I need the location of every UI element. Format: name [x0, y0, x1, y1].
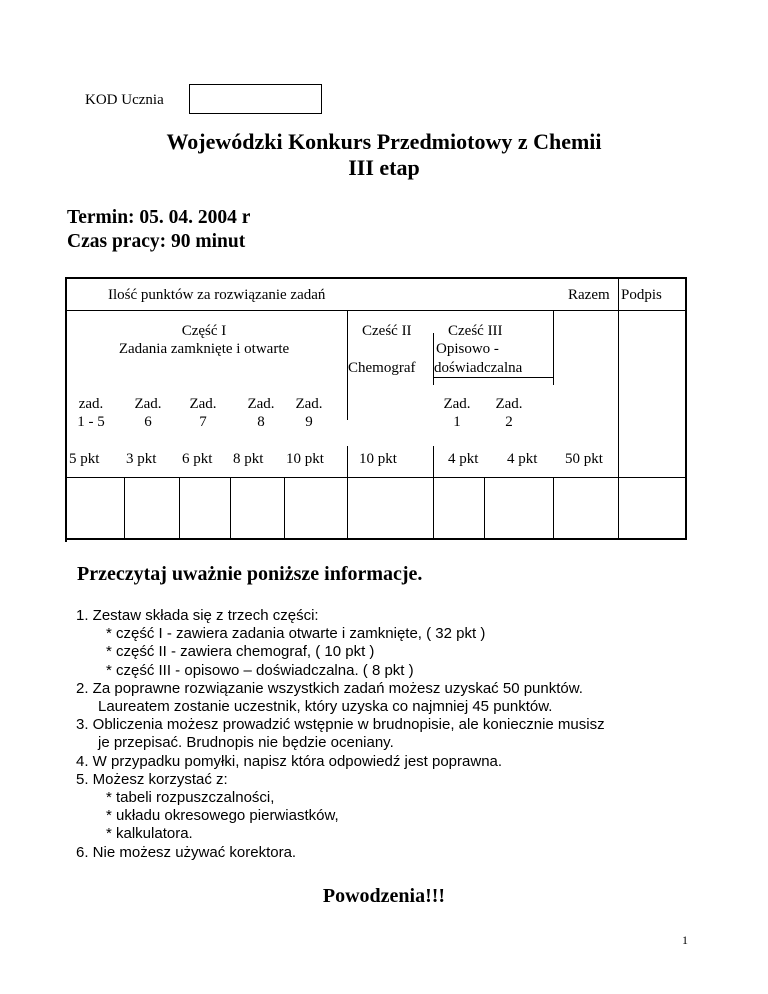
points-value: 10 pkt: [286, 451, 324, 467]
list-item: 5. Możesz korzystać z:: [76, 770, 228, 788]
list-item: 2. Za poprawne rozwiązanie wszystkich zadań możesz uzyskać 50 punktów.: [76, 679, 583, 697]
list-item: * część III - opisowo – doświadczalna. ( 8 pkt ): [106, 661, 414, 679]
table-rule: [484, 478, 485, 540]
list-item: 6. Nie możesz używać korektora.: [76, 843, 297, 861]
list-item: 4. W przypadku pomyłki, napisz która odpowiedź jest poprawna.: [76, 752, 503, 770]
task-number: 6: [144, 414, 152, 430]
total-header: Razem: [568, 287, 610, 303]
task-number: 7: [199, 414, 207, 430]
total-points-value: 50 pkt: [565, 451, 603, 467]
part2-title: Cześć II: [362, 323, 412, 339]
task-label: Zad.: [495, 396, 523, 412]
closing-greeting: Powodzenia!!!: [322, 885, 446, 907]
student-code-field[interactable]: [189, 84, 322, 114]
part1-subtitle: Zadania zamknięte i otwarte: [118, 341, 290, 357]
list-item: 1. Zestaw składa się z trzech części:: [76, 607, 319, 624]
list-item: Laureatem zostanie uczestnik, który uzyska co najmniej 45 punktów.: [98, 698, 553, 716]
part3-subtitle-b: doświadczalna: [434, 360, 523, 376]
table-border-right: [685, 277, 687, 540]
part3-subtitle-a: Opisowo -: [436, 341, 499, 357]
table-rule: [124, 478, 125, 540]
part3-title: Cześć III: [448, 323, 503, 339]
list-item: * część I - zawiera zadania otwarte i zamknięte, ( 32 pkt ): [106, 625, 486, 643]
table-rule: [230, 478, 231, 540]
signature-header: Podpis: [621, 287, 662, 303]
list-item: * kalkulatora.: [106, 825, 193, 843]
task-number: 2: [505, 414, 513, 430]
table-rule: [433, 333, 434, 385]
table-rule: [618, 277, 619, 540]
list-item: 3. Obliczenia możesz prowadzić wstępnie w brudnopisie, ale koniecznie musisz: [76, 716, 605, 734]
table-rule: [433, 446, 434, 540]
points-header: Ilość punktów za rozwiązanie zadań: [108, 287, 326, 303]
part2-subtitle: Chemograf: [348, 360, 416, 376]
list-item: * część II - zawiera chemograf, ( 10 pkt ): [106, 643, 375, 661]
instructions-list: [76, 607, 605, 862]
table-rule: [284, 478, 285, 540]
task-number: 9: [305, 414, 313, 430]
task-label: Zad.: [443, 396, 471, 412]
part1-title: Część I: [181, 323, 227, 339]
table-rule: [433, 377, 554, 378]
info-heading: Przeczytaj uważnie poniższe informacje.: [77, 563, 423, 585]
points-value: 4 pkt: [448, 451, 479, 467]
table-rule: [553, 478, 554, 540]
table-rule: [65, 477, 687, 478]
task-label: Zad.: [295, 396, 323, 412]
page-title: Wojewódzki Konkurs Przedmiotowy z Chemii: [166, 129, 602, 154]
table-border-bottom: [65, 538, 687, 540]
task-number: 8: [257, 414, 265, 430]
page-number: 1: [682, 933, 688, 947]
stage-subtitle: III etap: [348, 155, 420, 180]
table-rule: [347, 446, 348, 540]
task-label: Zad.: [247, 396, 275, 412]
table-border-top: [65, 277, 687, 279]
points-value: 10 pkt: [359, 451, 397, 467]
points-value: 8 pkt: [233, 451, 264, 467]
list-item: * tabeli rozpuszczalności,: [106, 789, 275, 807]
exam-duration: Czas pracy: 90 minut: [67, 231, 246, 252]
score-table: [65, 277, 687, 542]
points-value: 4 pkt: [507, 451, 538, 467]
list-item: * układu okresowego pierwiastków,: [106, 807, 339, 825]
table-rule: [179, 478, 180, 540]
points-value: 5 pkt: [69, 451, 100, 467]
points-value: 6 pkt: [182, 451, 213, 467]
task-label: Zad.: [189, 396, 217, 412]
points-value: 3 pkt: [126, 451, 157, 467]
task-label: Zad.: [134, 396, 162, 412]
table-rule: [65, 310, 687, 311]
table-rule: [553, 310, 554, 385]
student-code-label: KOD Ucznia: [85, 92, 164, 108]
list-item: je przepisać. Brudnopis nie będzie oceniany.: [98, 734, 394, 752]
exam-date: Termin: 05. 04. 2004 r: [67, 207, 251, 228]
task-number: 1: [453, 414, 461, 430]
task-label: zad.: [78, 396, 104, 412]
task-number: 1 - 5: [77, 414, 105, 430]
